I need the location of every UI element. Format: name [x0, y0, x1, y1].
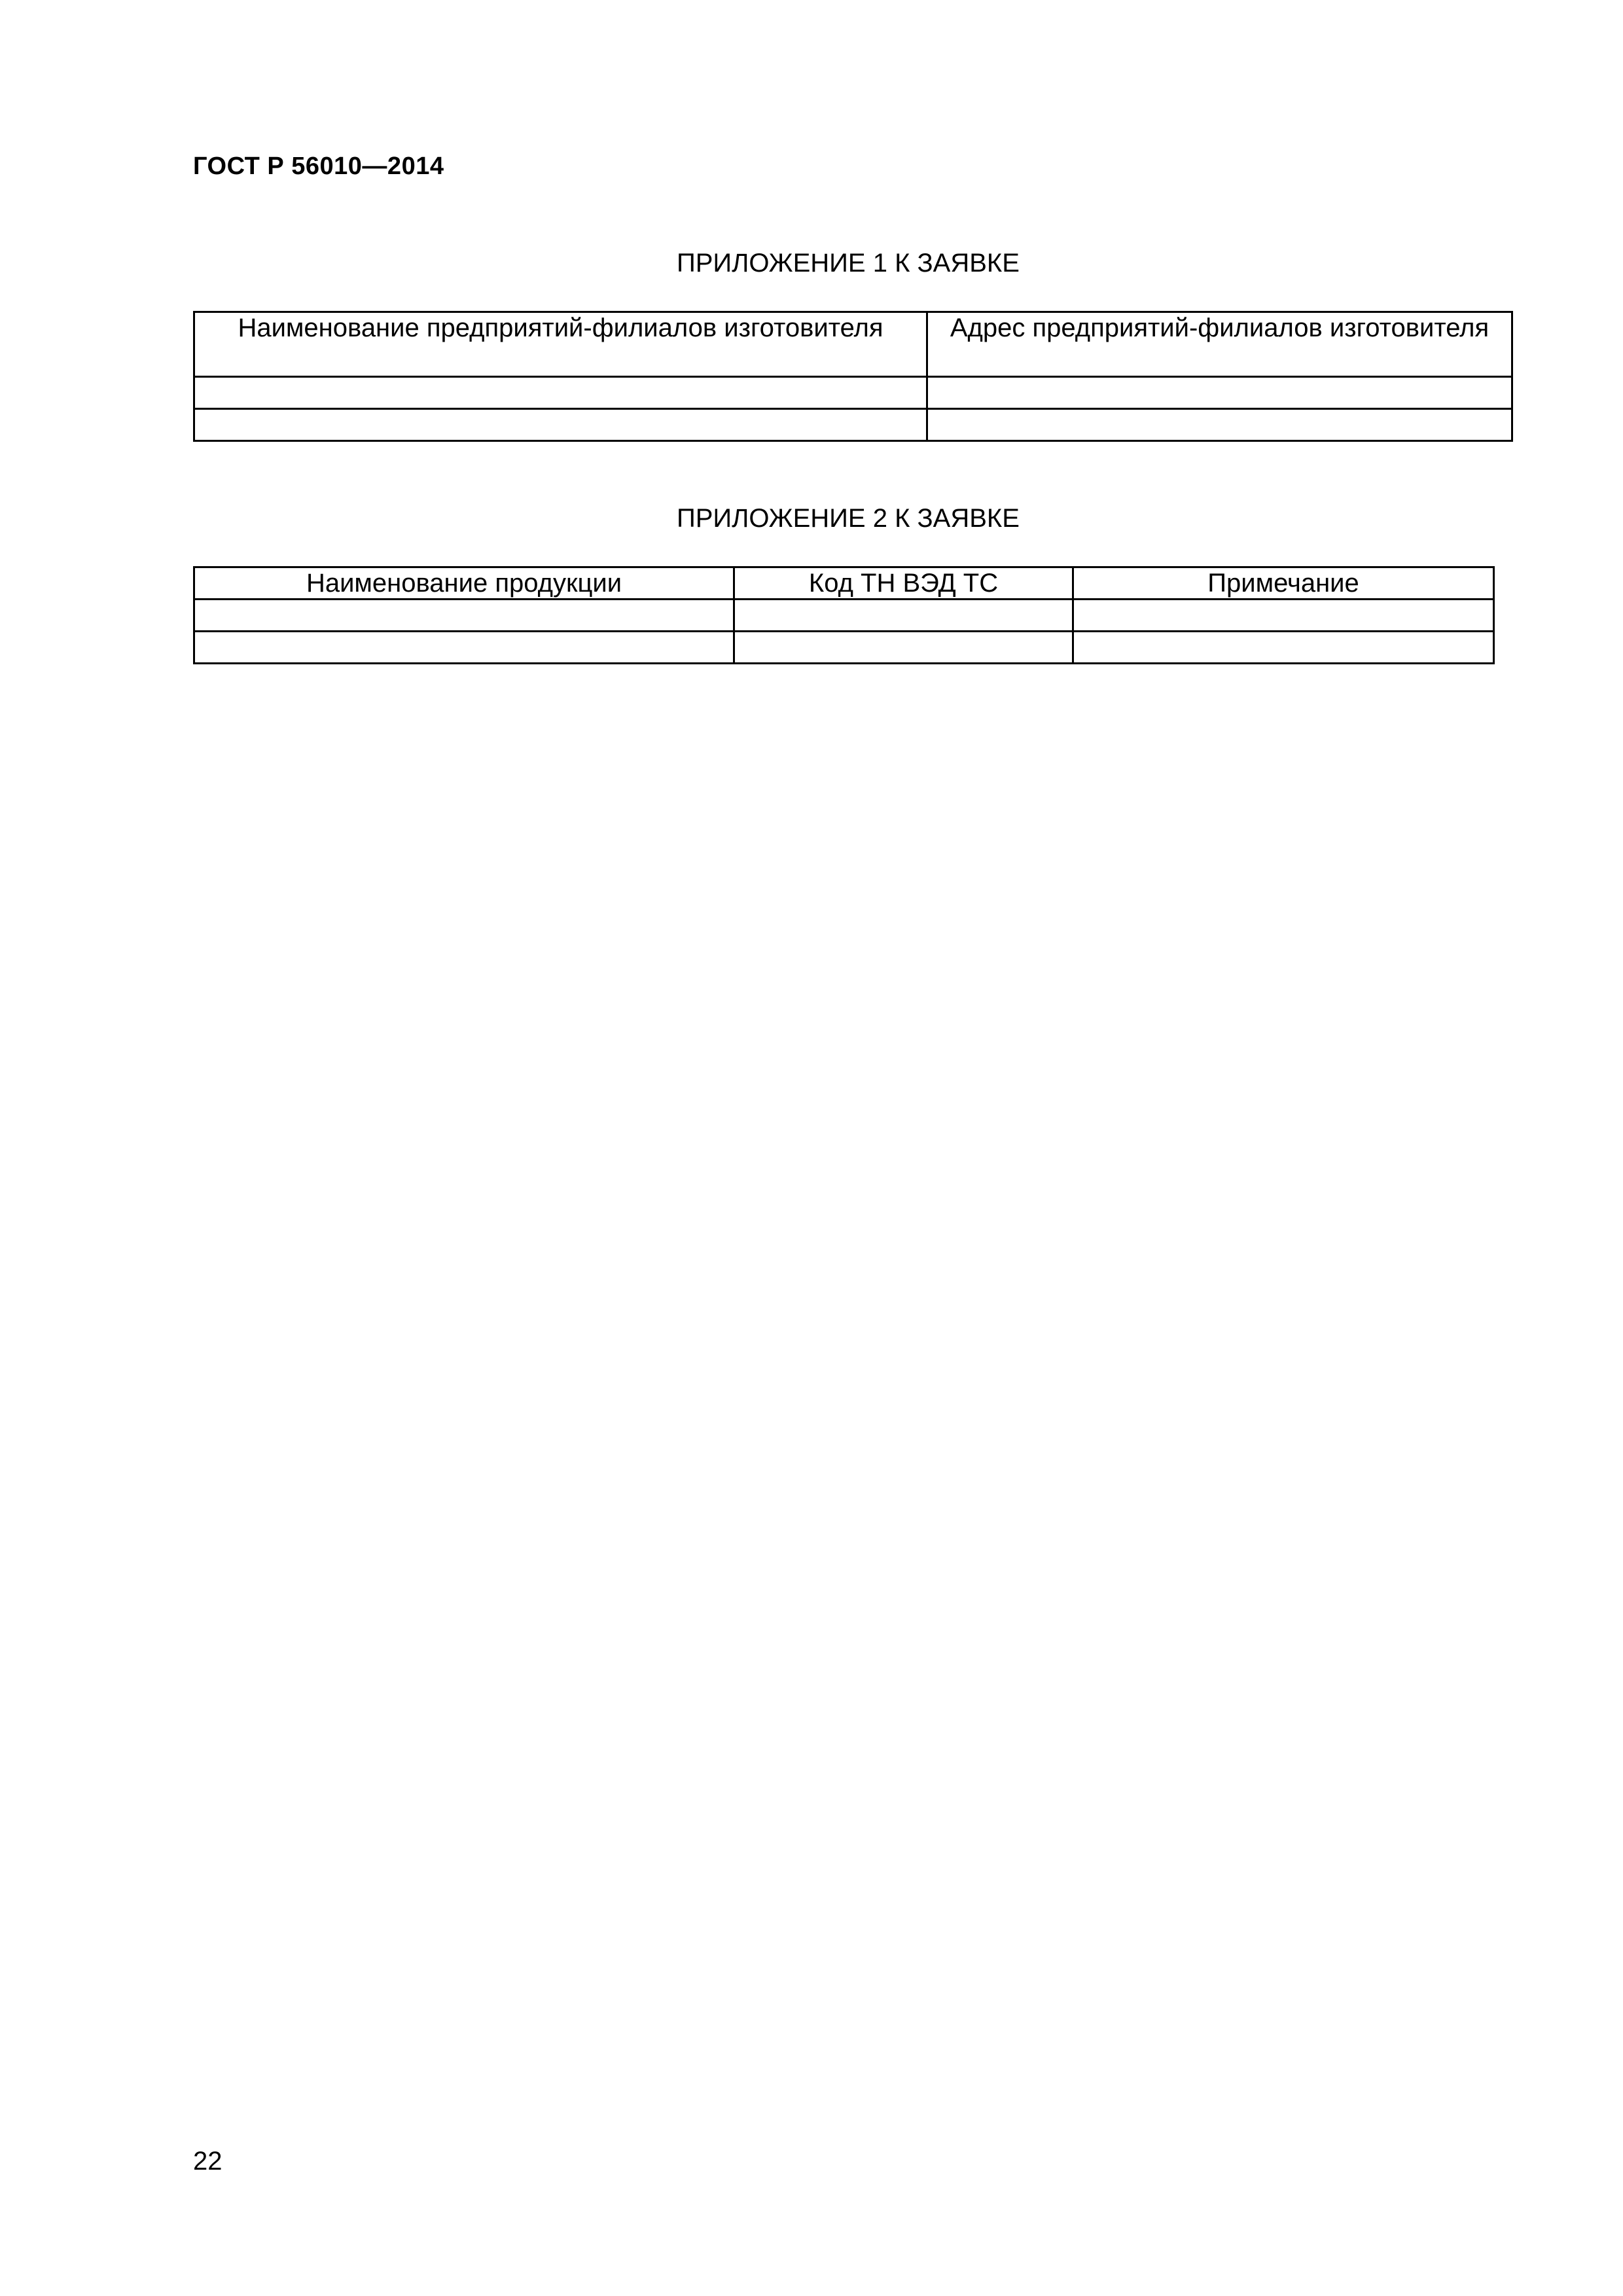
- column-header-customs-code: Код ТН ВЭД ТС: [734, 567, 1073, 600]
- table-cell: [734, 632, 1073, 664]
- table-row: [194, 632, 1494, 664]
- table-row: [194, 377, 1512, 409]
- column-header-branch-name: Наименование предприятий-филиалов изготовителя: [194, 312, 927, 377]
- page-number: 22: [193, 2147, 223, 2176]
- document-standard-code: ГОСТ Р 56010—2014: [193, 152, 444, 180]
- table-cell: [194, 409, 927, 441]
- table-cell: [194, 600, 734, 632]
- annex-2-table: [193, 566, 1495, 664]
- annex-2-title: ПРИЛОЖЕНИЕ 2 К ЗАЯВКЕ: [677, 504, 1020, 533]
- table-header-row: [194, 567, 1494, 600]
- table-cell: [927, 409, 1512, 441]
- annex-1-table: [193, 311, 1513, 442]
- column-header-note: Примечание: [1073, 567, 1494, 600]
- table-cell: [1073, 632, 1494, 664]
- table-cell: [194, 632, 734, 664]
- table-cell: [194, 377, 927, 409]
- table-cell: [927, 377, 1512, 409]
- column-header-product-name: Наименование продукции: [194, 567, 734, 600]
- table-cell: [734, 600, 1073, 632]
- table-row: [194, 409, 1512, 441]
- annex-1-title: ПРИЛОЖЕНИЕ 1 К ЗАЯВКЕ: [677, 249, 1020, 278]
- table-row: [194, 600, 1494, 632]
- column-header-branch-address: Адрес предприятий-филиалов изготовителя: [927, 312, 1512, 377]
- table-cell: [1073, 600, 1494, 632]
- table-header-row: [194, 312, 1512, 377]
